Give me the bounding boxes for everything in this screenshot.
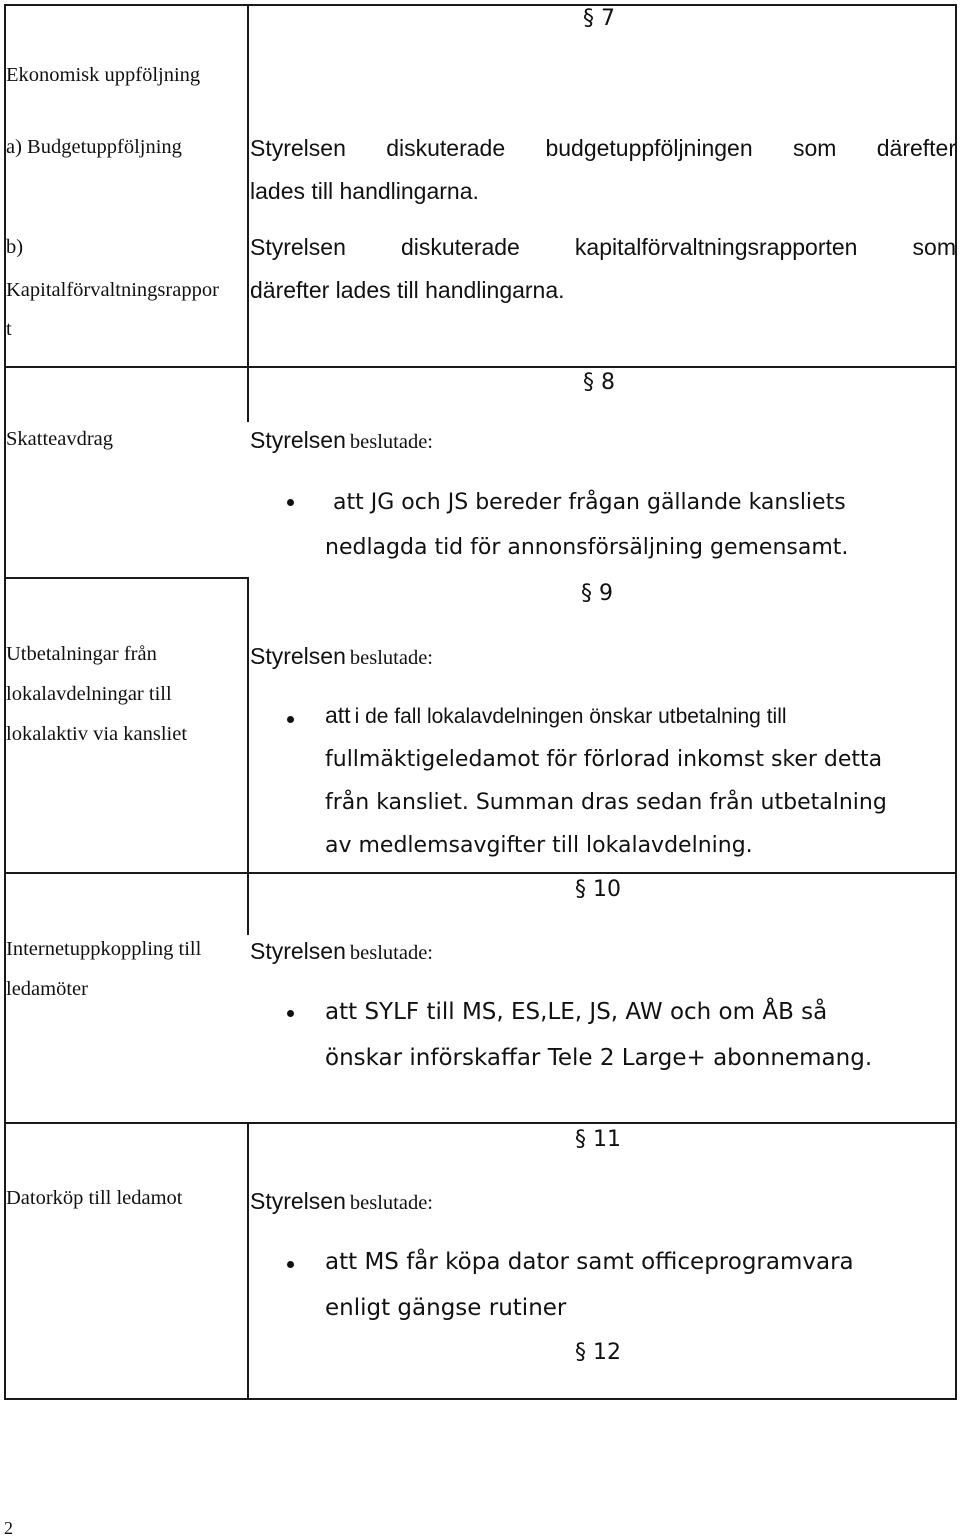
item-text-line: därefter lades till handlingarna. [250,277,565,303]
row-separator [4,366,957,368]
section-label [6,634,244,754]
column-divider [247,578,249,873]
decision-text [325,738,945,867]
item-label: t [6,318,12,340]
decision-line: att MS får köpa dator samt officeprogramvara [325,1249,854,1275]
decision-text [325,1239,945,1331]
section-label: Skatteavdrag [6,428,114,450]
item-text-line: Styrelsen diskuterade budgetuppföljningen som därefter [250,135,956,161]
label-line: lokalavdelningar till [6,683,172,705]
decision-line [325,702,787,729]
intro-verb: beslutade: [349,942,433,964]
paragraph-number: § 10 [575,877,621,902]
item-text-line: Styrelsen diskuterade kapitalförvaltningsrapporten som [250,234,956,260]
paragraph-number: § 8 [583,370,615,395]
column-divider [247,368,249,422]
decision-line: från kansliet. Summan dras sedan från utbetalning [325,790,887,815]
table-border-bottom [4,1398,957,1400]
bullet-icon [287,1010,294,1017]
decision-line: nedlagda tid för annonsförsäljning gemensamt. [325,535,849,560]
item-label: a) Budgetuppföljning [6,136,182,158]
paragraph-number: § 11 [575,1127,621,1152]
decision-intro [250,643,433,670]
intro-subject: Styrelsen [250,427,346,453]
section-label [6,929,244,1009]
section-label: Datorköp till ledamot [6,1187,183,1209]
decision-line: av medlemsavgifter till lokalavdelning. [325,833,753,858]
paragraph-number: § 12 [575,1340,621,1365]
paragraph-number: § 9 [581,581,613,606]
row-separator [4,1122,957,1124]
decision-line: att SYLF till MS, ES,LE, JS, AW och om ÅB så [325,999,828,1025]
intro-verb: beslutade: [349,1192,433,1214]
column-divider [247,1124,249,1398]
intro-verb: beslutade: [349,647,433,669]
section-heading: Ekonomisk uppföljning [6,64,201,86]
column-divider [247,4,249,366]
page-number: 2 [4,1518,13,1538]
label-line: Internetuppkoppling till [6,938,202,960]
bullet-icon [287,499,294,506]
item-label: b) [6,236,24,258]
row-separator [4,577,249,579]
table-border-top [4,4,957,6]
table-border-right [955,4,957,1399]
decision-intro [250,938,433,965]
item-text-line: lades till handlingarna. [250,178,479,204]
decision-intro [250,427,433,454]
column-divider [247,873,249,935]
decision-intro [250,1188,433,1215]
decision-line: önskar införskaffar Tele 2 Large+ abonnemang. [325,1045,873,1071]
row-separator [4,872,957,874]
label-line: lokalaktiv via kansliet [6,723,188,745]
intro-subject: Styrelsen [250,938,346,964]
decision-text: i de fall lokalavdelningen önskar utbetalning till [354,705,787,728]
decision-text [325,526,945,569]
decision-keyword: att [325,702,351,728]
label-line: Utbetalningar från [6,643,157,665]
paragraph-number: § 7 [583,6,615,31]
intro-verb: beslutade: [349,431,433,453]
decision-line: att JG och JS bereder frågan gällande kansliets [333,490,846,515]
decision-text [325,989,945,1081]
intro-subject: Styrelsen [250,1188,346,1214]
decision-line: enligt gängse rutiner [325,1295,567,1321]
bullet-icon [287,716,294,723]
bullet-icon [287,1261,294,1268]
item-label: Kapitalförvaltningsrappor [6,279,219,301]
decision-line: fullmäktigeledamot för förlorad inkomst sker detta [325,747,883,772]
intro-subject: Styrelsen [250,643,346,669]
decision-text [333,481,953,524]
label-line: ledamöter [6,978,88,1000]
